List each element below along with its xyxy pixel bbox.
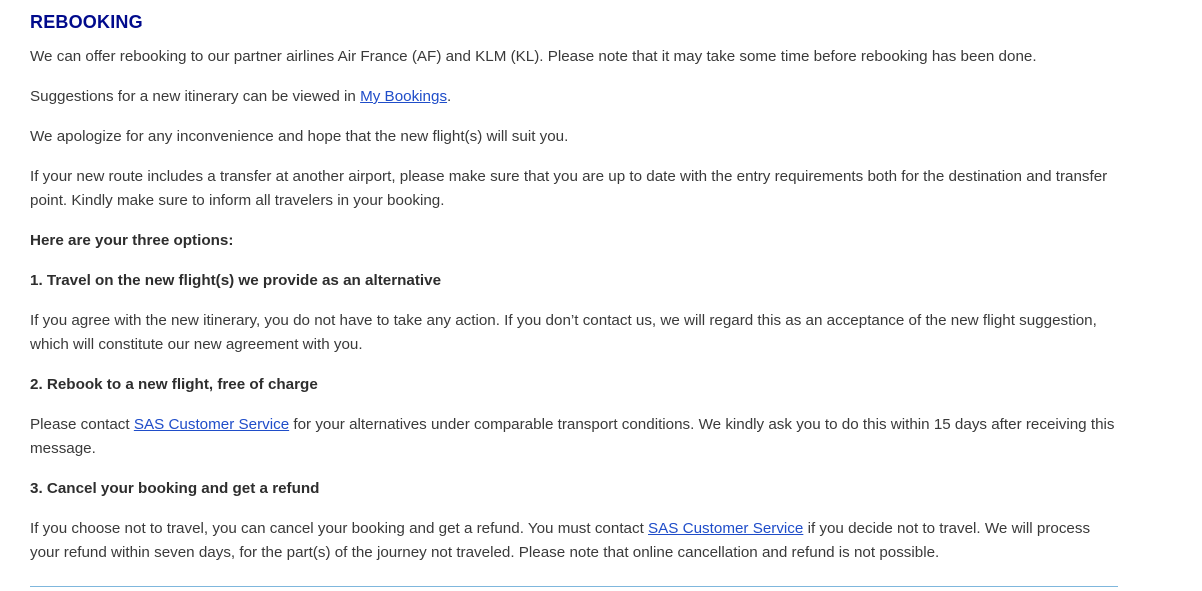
option-2-heading: 2. Rebook to a new flight, free of charge xyxy=(30,376,318,393)
suggestions-text: Suggestions for a new itinerary can be viewed in xyxy=(30,88,361,105)
suggestions-period: . xyxy=(447,88,452,105)
transfer-paragraph: If your new route includes a transfer at another airport, please make sure that you are up to date with the entry requirements both for the destination and transfer point. Kindly make sure to inform all travelers in your booking. xyxy=(30,168,1108,209)
sas-customer-service-link[interactable]: SAS Customer Service xyxy=(648,520,804,537)
sas-customer-service-link[interactable]: SAS Customer Service xyxy=(133,416,290,433)
option-3-heading: 3. Cancel your booking and get a refund xyxy=(30,480,320,497)
option-3-text-before: If you choose not to travel, you can cancel your booking and get a refund. You must contact xyxy=(30,520,649,537)
intro-paragraph: We can offer rebooking to our partner airlines Air France (AF) and KLM (KL). Please note that it may take some time before rebooking has been done. xyxy=(30,48,1037,65)
suggestions-paragraph xyxy=(30,85,1120,109)
option-3-text xyxy=(30,517,1120,565)
section-title: REBOOKING xyxy=(30,12,143,32)
option-1-heading: 1. Travel on the new flight(s) we provide as an alternative xyxy=(30,272,442,289)
my-bookings-link[interactable]: My Bookings xyxy=(360,88,448,105)
rebooking-section xyxy=(30,10,1120,581)
option-2-text-after: for your alternatives under comparable transport conditions. We kindly ask you to do this within 15 days after receiving this message. xyxy=(30,416,1115,457)
option-3-text-after: if you decide not to travel. We will process your refund within seven days, for the part(s) of the journey not traveled. Please note that online cancellation and refund is not possible. xyxy=(30,520,1091,561)
section-divider xyxy=(30,586,1118,587)
option-2-text-before: Please contact xyxy=(30,416,134,433)
options-heading: Here are your three options: xyxy=(30,232,234,249)
option-1-text: If you agree with the new itinerary, you do not have to take any action. If you don’t contact us, we will regard this as an acceptance of the new flight suggestion, which will constitute our new agreement with you. xyxy=(30,312,1097,353)
apology-paragraph: We apologize for any inconvenience and hope that the new flight(s) will suit you. xyxy=(30,128,569,145)
option-2-text xyxy=(30,413,1120,461)
